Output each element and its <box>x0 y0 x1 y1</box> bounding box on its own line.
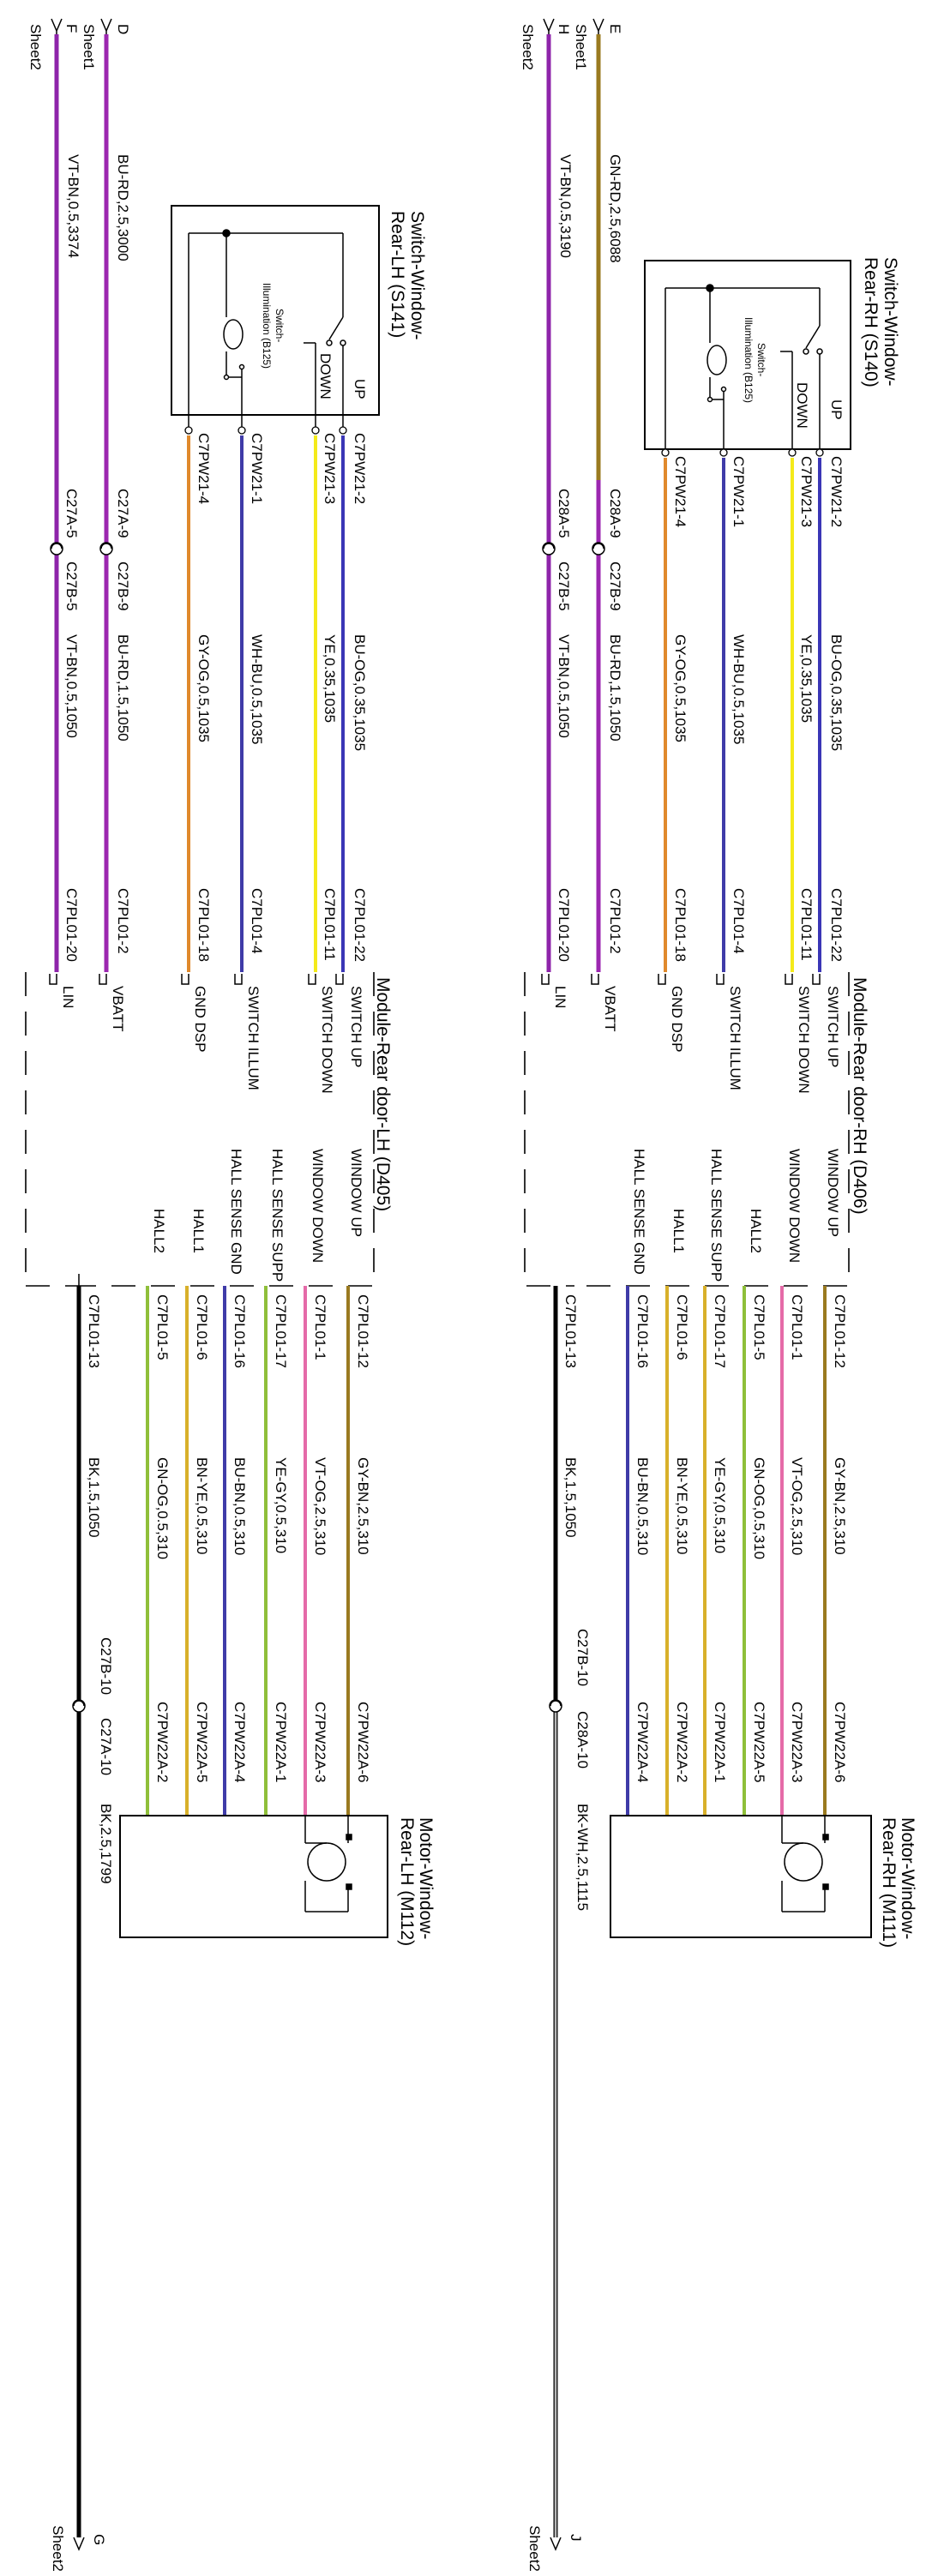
lh-mp-1: C7PL01-1 <box>312 1294 328 1360</box>
rh-mod-pin-4: C7PL01-4 <box>731 888 747 954</box>
rh-sw-wire-label-1: WH-BU,0.5,1035 <box>731 634 747 745</box>
lh-mw-label-17: YE-GY,0.5,310 <box>273 1457 289 1554</box>
lh-switch-down-label: DOWN <box>317 353 334 399</box>
rh-mw-label-13: BK,1.5,1050 <box>562 1457 579 1538</box>
rh-mw-label-17: YE-GY,0.5,310 <box>712 1457 728 1554</box>
lh-motor-pin-5: C7PW22A-5 <box>194 1702 210 1783</box>
lh-gnd-conn-a: C27A-10 <box>98 1718 114 1776</box>
rh-switch-pins <box>662 449 823 456</box>
rh-gnd-conn-b: C27B-10 <box>574 1629 591 1687</box>
rh-letter-bk: J <box>568 2534 584 2542</box>
rh-mod-pin-22: C7PL01-22 <box>828 888 845 963</box>
rh-pin-vbatt: C7PL01-2 <box>607 888 623 954</box>
rh-switch-up-label: UP <box>828 399 845 420</box>
rh-mw-label-1: VT-OG,2.5,310 <box>789 1457 805 1556</box>
lh-illumination-bulb <box>224 237 244 427</box>
rh-mp-6: C7PL01-6 <box>674 1294 690 1360</box>
lh-switch-up-label: UP <box>352 379 368 399</box>
rh-mp-13: C7PL01-13 <box>562 1294 579 1369</box>
rh-motor-pin-4: C7PW22A-4 <box>634 1702 651 1783</box>
lh-sw-wire-label-2: BU-OG,0.35,1035 <box>352 634 368 752</box>
rh-pin-lin: C7PL01-20 <box>556 888 572 963</box>
lh-illum-label-2: Illumination (B125) <box>261 283 273 369</box>
rh-wire-label-bu-mid: BU-RD,1.5,1050 <box>607 634 623 742</box>
lh-motor-symbol <box>305 1816 352 1912</box>
rh-mp-17: C7PL01-17 <box>712 1294 728 1369</box>
rh-conn-bu-b: C27B-9 <box>607 561 623 611</box>
rh-mp-5: C7PL01-5 <box>751 1294 767 1360</box>
lh-sig-hall-gnd: HALL SENSE GND <box>228 1149 244 1275</box>
lh-sw-wire-label-1: WH-BU,0.5,1035 <box>249 634 265 745</box>
rh-gnd-conn-a: C28A-10 <box>574 1711 591 1769</box>
lh-inline-connector-vt <box>51 543 63 555</box>
lh-mp-17: C7PL01-17 <box>273 1294 289 1369</box>
rh-motor-symbol <box>782 1816 828 1912</box>
lh-sw-wire-label-4: GY-OG,0.5,1035 <box>195 634 212 743</box>
lh-letter-bk: G <box>91 2534 107 2546</box>
lh-sig-lin: LIN <box>60 986 76 1009</box>
rh-sheet-ref-bk: Sheet2 <box>526 2525 543 2572</box>
lh-mp-13: C7PL01-13 <box>86 1294 102 1369</box>
rh-sig-switch-illum: SWITCH ILLUM <box>727 986 743 1090</box>
lh-sig-window-up: WINDOW UP <box>348 1149 364 1237</box>
lh-motor-pin-2: C7PW22A-2 <box>154 1702 171 1783</box>
lh-circuit <box>26 19 436 2572</box>
lh-conn-bu-a: C27A-9 <box>115 489 131 538</box>
lh-sw-pin-3: C7PW21-3 <box>322 433 338 505</box>
lh-sig-hall2: HALL2 <box>151 1209 167 1253</box>
rh-conn-vt-b: C27B-5 <box>556 561 572 611</box>
lh-gnd-conn-b: C27B-10 <box>98 1637 114 1696</box>
rh-sw-wire-label-4: GY-OG,0.5,1035 <box>672 634 688 743</box>
rh-sig-lin: LIN <box>552 986 568 1009</box>
lh-sig-switch-down: SWITCH DOWN <box>319 986 335 1094</box>
lh-mod-pin-18: C7PL01-18 <box>195 888 212 963</box>
rh-sheet-arrow-gn <box>593 19 604 34</box>
lh-mod-pin-4: C7PL01-4 <box>249 888 265 954</box>
rh-sig-window-up: WINDOW UP <box>825 1149 841 1237</box>
rh-sheet-ref-gn: Sheet1 <box>573 24 589 70</box>
lh-motor-pin-1: C7PW22A-1 <box>273 1702 289 1783</box>
lh-letter-bu: D <box>115 24 131 35</box>
lh-module-pin-ticks <box>50 974 343 984</box>
lh-sw-pin-4: C7PW21-4 <box>195 433 212 505</box>
rh-motor-title-1: Motor-Window- <box>898 1817 917 1940</box>
lh-sig-window-down: WINDOW DOWN <box>310 1149 326 1264</box>
rh-mp-12: C7PL01-12 <box>832 1294 848 1369</box>
rh-illum-label-2: Illumination (B125) <box>743 317 755 404</box>
rh-ground-connector <box>550 1700 562 1712</box>
lh-conn-bu-b: C27B-9 <box>115 561 131 611</box>
lh-motor-pin-3: C7PW22A-3 <box>312 1702 328 1783</box>
lh-motor-title-1: Motor-Window- <box>416 1817 436 1940</box>
rh-inline-connector-bu <box>592 543 604 555</box>
rh-wire-label-vt-mid: VT-BN,0.5,1050 <box>556 634 572 738</box>
rh-mp-1: C7PL01-1 <box>789 1294 805 1360</box>
rh-sw-wire-label-3: YE,0.35,1035 <box>798 634 815 724</box>
rh-wire-label-vt-top: VT-BN,0.5,3190 <box>557 154 574 258</box>
lh-pin-vbatt: C7PL01-2 <box>115 888 131 954</box>
rh-conn-bu-a: C28A-9 <box>607 489 623 538</box>
rh-sig-vbatt: VBATT <box>602 986 618 1032</box>
lh-conn-vt-b: C27B-5 <box>63 561 80 611</box>
lh-wire-label-vt-mid: VT-BN,0.5,1050 <box>63 634 80 738</box>
rh-switch-down-label: DOWN <box>794 382 810 429</box>
rh-letter-vt: H <box>556 24 572 35</box>
rh-mw-label-16: BU-BN,0.5,310 <box>634 1457 651 1556</box>
lh-motor-title-2: Rear-LH (M112) <box>397 1817 417 1947</box>
rh-gnd-wire-label: BK-WH,2.5,1115 <box>574 1804 591 1912</box>
rh-sig-switch-down: SWITCH DOWN <box>796 986 812 1094</box>
rh-module-title: Module-Rear door-RH (D406) <box>850 977 869 1215</box>
rh-motor-pin-2: C7PW22A-2 <box>674 1702 690 1783</box>
lh-sig-hall1: HALL1 <box>190 1209 207 1253</box>
rh-sig-hall-gnd: HALL SENSE GND <box>631 1149 647 1275</box>
rh-inline-connector-vt <box>543 543 555 555</box>
rh-mp-16: C7PL01-16 <box>634 1294 651 1369</box>
lh-sw-wire-label-3: YE,0.35,1035 <box>322 634 338 724</box>
lh-mp-16: C7PL01-16 <box>232 1294 248 1369</box>
rh-motor-pin-6: C7PW22A-6 <box>832 1702 848 1783</box>
rh-mod-pin-11: C7PL01-11 <box>798 888 815 961</box>
rh-conn-vt-a: C28A-5 <box>556 489 572 538</box>
lh-conn-vt-a: C27A-5 <box>63 489 80 538</box>
lh-mw-label-6: BN-YE,0.5,310 <box>194 1457 210 1555</box>
rh-sig-hall2: HALL2 <box>748 1209 764 1253</box>
lh-sig-hall-supp: HALL SENSE SUPP <box>269 1149 286 1282</box>
lh-sig-vbatt: VBATT <box>110 986 126 1032</box>
lh-mw-label-5: GN-OG,0.5,310 <box>154 1457 171 1560</box>
lh-sheet-ref-vt: Sheet2 <box>27 24 44 70</box>
rh-sw-pin-2: C7PW21-2 <box>828 456 845 528</box>
lh-sw-pin-2: C7PW21-2 <box>352 433 368 505</box>
lh-inline-connector-bu <box>100 543 112 555</box>
lh-sheet-ref-bu: Sheet1 <box>81 24 97 70</box>
rh-sw-pin-1: C7PW21-1 <box>731 456 747 528</box>
lh-mod-pin-22: C7PL01-22 <box>352 888 368 963</box>
lh-mw-label-13: BK,1.5,1050 <box>86 1457 102 1538</box>
rh-motor-box <box>610 1816 871 1937</box>
rh-sheet-arrow-bk <box>550 2537 561 2549</box>
rh-mw-label-12: GY-BN,2.5,310 <box>832 1457 848 1555</box>
rh-illumination-bulb <box>707 291 726 449</box>
lh-switch-title-2: Rear-LH (S141) <box>388 211 407 339</box>
rh-sheet-arrow-vt <box>544 19 554 34</box>
lh-mod-pin-11: C7PL01-11 <box>322 888 338 961</box>
rh-sw-wire-label-2: BU-OG,0.35,1035 <box>828 634 845 752</box>
rh-sig-hall-supp: HALL SENSE SUPP <box>708 1149 725 1282</box>
rh-illum-label-1: Switch- <box>755 343 767 377</box>
lh-mw-label-16: BU-BN,0.5,310 <box>232 1457 248 1556</box>
lh-motor-pin-4: C7PW22A-4 <box>232 1702 248 1783</box>
lh-pin-lin: C7PL01-20 <box>63 888 80 963</box>
lh-sig-switch-up: SWITCH UP <box>348 986 364 1068</box>
rh-module-pin-ticks <box>542 974 820 984</box>
rh-motor-pin-3: C7PW22A-3 <box>789 1702 805 1783</box>
rh-motor-pin-5: C7PW22A-5 <box>751 1702 767 1783</box>
lh-module-title: Module-Rear door-LH (D405) <box>373 977 393 1212</box>
lh-mw-label-12: GY-BN,2.5,310 <box>355 1457 371 1555</box>
lh-switch-title-1: Switch-Window- <box>407 211 427 340</box>
lh-sheet-ref-bk: Sheet2 <box>50 2525 66 2572</box>
lh-illum-label-1: Switch- <box>274 309 286 343</box>
rh-letter-gn: E <box>607 24 623 34</box>
lh-letter-vt: F <box>63 24 80 33</box>
lh-mp-5: C7PL01-5 <box>154 1294 171 1360</box>
lh-mp-12: C7PL01-12 <box>355 1294 371 1369</box>
rh-sig-hall1: HALL1 <box>670 1209 687 1253</box>
rh-mw-label-5: GN-OG,0.5,310 <box>751 1457 767 1560</box>
lh-motor-pin-6: C7PW22A-6 <box>355 1702 371 1783</box>
rh-motor-pin-1: C7PW22A-1 <box>712 1702 728 1783</box>
lh-wire-label-vt-top: VT-BN,0.5,3374 <box>65 154 81 258</box>
rh-mw-label-6: BN-YE,0.5,310 <box>674 1457 690 1555</box>
lh-wire-label-bu-mid: BU-RD,1.5,1050 <box>115 634 131 742</box>
rh-sig-gnd-dsp: GND DSP <box>669 986 685 1053</box>
rh-motor-title-2: Rear-RH (M111) <box>879 1817 899 1949</box>
lh-gnd-wire-label: BK,2.5,1799 <box>98 1804 114 1884</box>
rh-switch-title-1: Switch-Window- <box>881 257 900 387</box>
rh-sig-window-down: WINDOW DOWN <box>786 1149 803 1264</box>
lh-sw-pin-1: C7PW21-1 <box>249 433 265 505</box>
lh-ground-connector <box>73 1700 85 1712</box>
rh-wire-label-gn-top: GN-RD,2.5,6088 <box>607 154 623 263</box>
rh-sheet-ref-vt: Sheet2 <box>520 24 536 70</box>
lh-mp-6: C7PL01-6 <box>194 1294 210 1360</box>
rh-mod-pin-18: C7PL01-18 <box>672 888 688 963</box>
rh-circuit <box>520 19 917 2572</box>
rh-sw-pin-4: C7PW21-4 <box>672 456 688 528</box>
lh-mw-label-1: VT-OG,2.5,310 <box>312 1457 328 1556</box>
lh-sheet-arrow-vt <box>51 19 62 34</box>
lh-wire-label-bu-top: BU-RD,2.5,3000 <box>115 154 131 261</box>
lh-sig-gnd-dsp: GND DSP <box>192 986 208 1053</box>
lh-sig-switch-illum: SWITCH ILLUM <box>245 986 262 1090</box>
rh-sig-switch-up: SWITCH UP <box>825 986 841 1068</box>
rh-sw-pin-3: C7PW21-3 <box>798 456 815 528</box>
lh-sheet-arrow-bu <box>101 19 111 34</box>
rh-switch-title-2: Rear-RH (S140) <box>861 257 881 387</box>
lh-sheet-arrow-bk <box>74 2537 84 2549</box>
